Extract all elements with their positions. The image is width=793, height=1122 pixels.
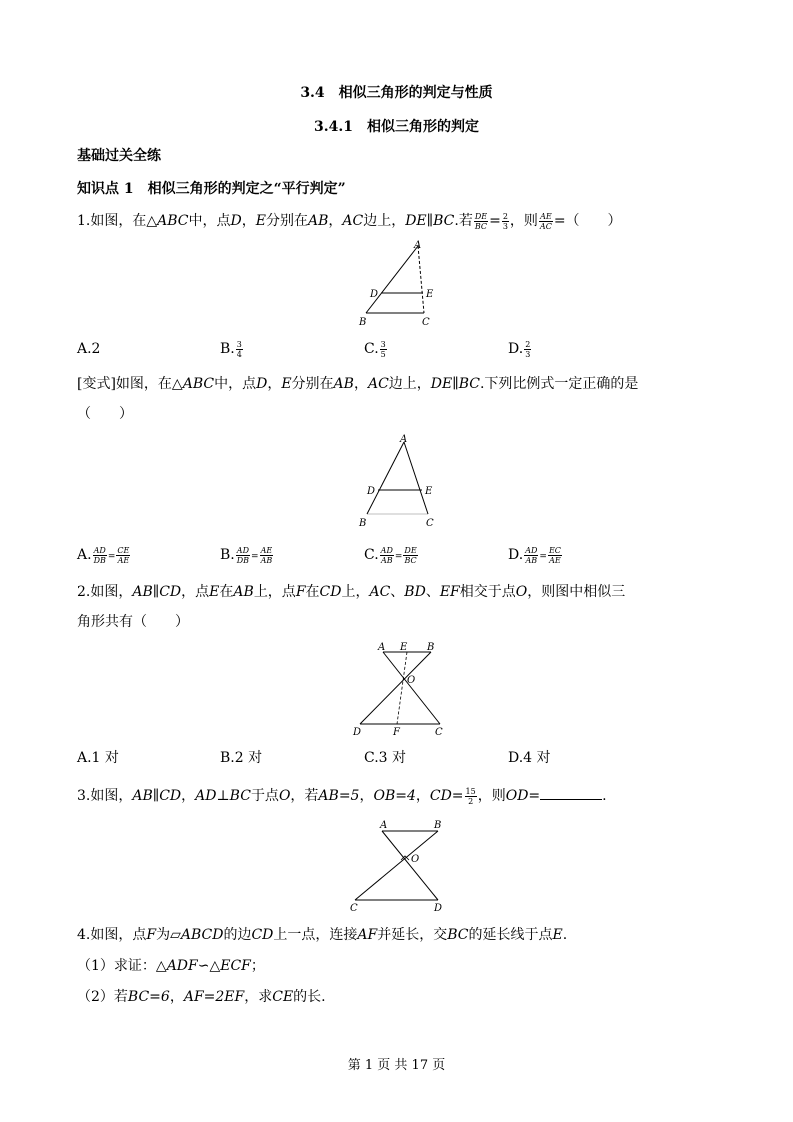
answer-blank	[540, 785, 602, 800]
q2-option-a: A.1 对	[77, 750, 119, 766]
fraction-ae-ac: $\frac{AE}{AC}$	[539, 211, 552, 231]
question-4-part-2: （2）若BC=6，AF=2EF，求CE的长.	[77, 989, 326, 1005]
q1-option-b: B. $\frac{3}{4}$	[220, 339, 242, 359]
knowledge-point-heading: 知识点 1 相似三角形的判定之“平行判定”	[77, 181, 346, 197]
fig3-label-f: F	[393, 727, 400, 738]
fig1-label-d: D	[370, 289, 379, 300]
fig3-label-c: C	[435, 727, 443, 738]
page-footer: 第 1 页 共 17 页	[347, 1058, 446, 1073]
variant-option-a: A. $\frac{AD}{DB}$ = $\frac{CE}{AE}$	[77, 545, 130, 565]
q2-option-c: C.3 对	[364, 750, 407, 766]
variant-option-d: D. $\frac{AD}{AB}$ = $\frac{EC}{AE}$	[508, 545, 561, 565]
variant-option-c: C. $\frac{AD}{AB}$ = $\frac{DE}{BC}$	[364, 545, 417, 565]
variant-question: [变式]如图，在△ABC中，点D，E分别在AB，AC边上，DE∥BC.下列比例式一定正确的是	[77, 376, 639, 392]
figure-1-triangle	[350, 238, 450, 328]
fig1-label-b: B	[359, 317, 367, 328]
fraction-de-bc: $\frac{DE}{BC}$	[474, 211, 488, 231]
question-4: 4.如图，点F为▱ABCD的边CD上一点，连接AF并延长，交BC的延长线于点E.	[77, 927, 568, 943]
q2-option-b: B.2 对	[220, 750, 263, 766]
page-subtitle: 3.4.1 相似三角形的判定	[314, 119, 479, 135]
q2-option-d: D.4 对	[508, 750, 551, 766]
fig3-label-o: O	[407, 675, 416, 686]
fig1-label-c: C	[422, 317, 430, 328]
fig2-label-e: E	[425, 486, 433, 497]
fraction-2-3: $\frac{2}{3}$	[502, 211, 508, 231]
figure-3-crossing-lines	[345, 638, 455, 738]
fig2-label-c: C	[426, 518, 434, 529]
question-1: 1.如图，在△ABC中，点D，E分别在AB，AC边上，DE∥BC.若 $\frac{DE}{BC}$ = $\frac{2}{3}$ ，则 $\frac{AE}{AC}$ =（ ）	[77, 211, 622, 231]
figure-2-triangle	[350, 432, 450, 532]
fig4-label-a: A	[380, 820, 388, 831]
question-2-line2: 角形共有（ ）	[77, 614, 189, 630]
fig2-label-a: A	[400, 434, 408, 445]
fig2-label-b: B	[359, 518, 367, 529]
fig4-label-o: O	[411, 854, 420, 865]
fig3-label-b: B	[427, 642, 435, 653]
fig2-label-d: D	[367, 486, 376, 497]
fig4-label-d: D	[434, 903, 443, 914]
figure-4-crossing-lines	[340, 812, 460, 917]
page-title: 3.4 相似三角形的判定与性质	[300, 85, 493, 101]
fig1-label-a: A	[414, 240, 422, 251]
variant-question-bracket: （ ）	[77, 406, 133, 422]
fig4-label-b: B	[434, 820, 442, 831]
variant-option-b: B. $\frac{AD}{DB}$ = $\frac{AE}{AB}$	[220, 545, 273, 565]
fig1-label-e: E	[426, 289, 434, 300]
question-4-part-1: （1）求证：△ADF∽△ECF；	[77, 958, 265, 974]
q1-option-d: D. $\frac{2}{3}$	[508, 339, 531, 359]
fig3-label-a: A	[378, 642, 386, 653]
q1-option-c: C. $\frac{3}{5}$	[364, 339, 386, 359]
fig3-label-e: E	[400, 642, 408, 653]
fig3-label-d: D	[353, 727, 362, 738]
question-2: 2.如图，AB∥CD，点E在AB上，点F在CD上，AC、BD、EF相交于点O，则图中相似三	[77, 584, 626, 600]
section-heading: 基础过关全练	[77, 148, 161, 164]
question-3: 3.如图，AB∥CD，AD⊥BC于点O，若AB=5，OB=4，CD= $\frac{15}{2}$ ，则OD= .	[77, 786, 607, 806]
q1-option-a: A.2	[77, 341, 101, 357]
fig4-label-c: C	[350, 903, 358, 914]
